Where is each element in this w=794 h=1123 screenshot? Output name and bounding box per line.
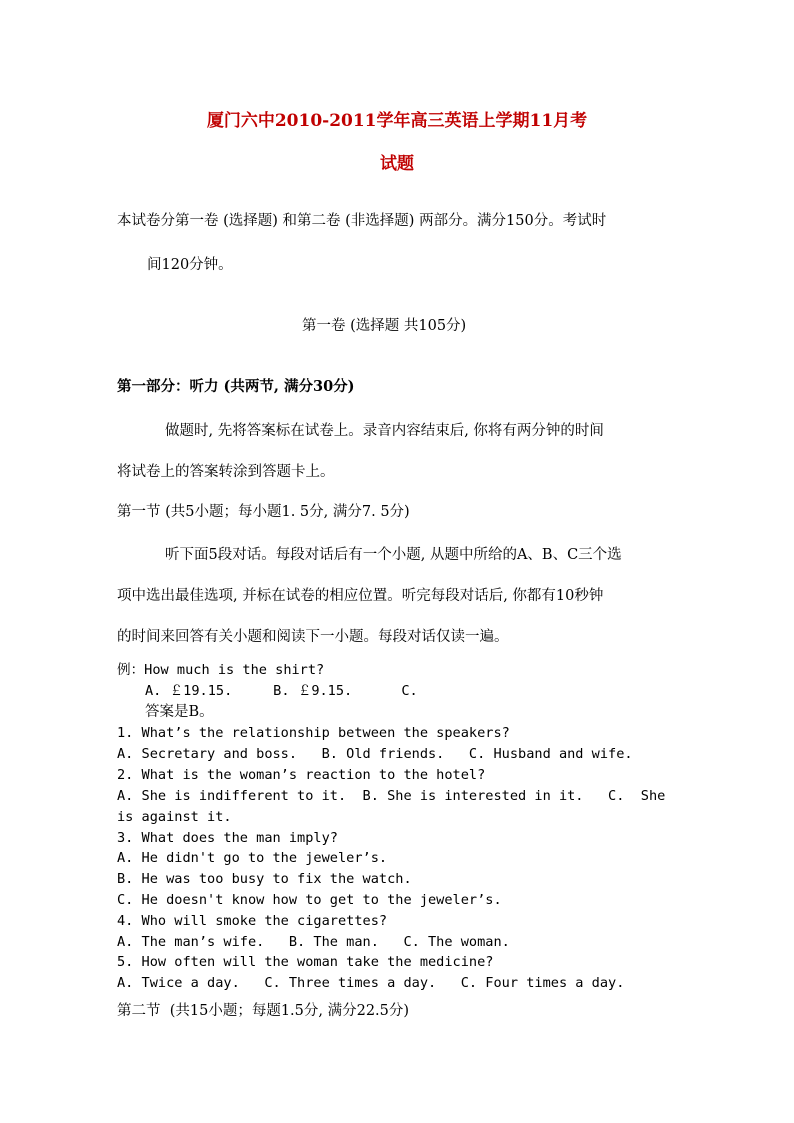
question-3-option-a: A. He didn't go to the jeweler’s. <box>117 850 388 866</box>
question-4-options: A. The man’s wife. B. The man. C. The woman. <box>117 934 510 950</box>
question-1: 1. What’s the relationship between the speakers? <box>117 725 510 741</box>
question-5-options: A. Twice a day. C. Three times a day. C. Four times a day. <box>117 975 625 991</box>
question-5: 5. How often will the woman take the medicine? <box>117 954 494 970</box>
example-answer: 答案是B。 <box>145 704 214 720</box>
volume1-heading: 第一卷 (选择题 共105分) <box>302 318 467 334</box>
section1-heading: 第一节 (共5小题；每小题1. 5分, 满分7. 5分) <box>117 504 410 520</box>
question-3-option-c: C. He doesn't know how to get to the jeweler’s. <box>117 892 502 908</box>
question-2-options-continued: is against it. <box>117 809 232 825</box>
section1-directions: 听下面5段对话。每段对话后有一个小题, 从题中所给的A、B、C三个选 <box>165 547 622 563</box>
question-3: 3. What does the man imply? <box>117 830 338 846</box>
section1-directions-line2: 项中选出最佳选项, 并标在试卷的相应位置。听完每段对话后, 你都有10秒钟 <box>117 588 604 604</box>
question-1-options: A. Secretary and boss. B. Old friends. C. Husband and wife. <box>117 746 633 762</box>
example-question: 例：How much is the shirt? <box>117 662 325 678</box>
intro-text-continued: 间120分钟。 <box>147 257 233 273</box>
section2-heading: 第二节 (共15小题；每题1.5分, 满分22.5分) <box>117 1003 410 1019</box>
example-options: A. ￡19.15. B. ￡9.15. C. <box>145 683 418 699</box>
intro-text: 本试卷分第一卷 (选择题) 和第二卷 (非选择题) 两部分。满分150分。考试时 <box>117 213 607 229</box>
question-4: 4. Who will smoke the cigarettes? <box>117 913 388 929</box>
part1-heading: 第一部分：听力 (共两节, 满分30分) <box>117 378 355 395</box>
question-2: 2. What is the woman’s reaction to the hotel? <box>117 767 486 783</box>
instructions-text-continued: 将试卷上的答案转涂到答题卡上。 <box>117 464 335 480</box>
exam-title: 厦门六中2010-2011学年高三英语上学期11月考 <box>206 111 588 131</box>
section1-directions-line3: 的时间来回答有关小题和阅读下一小题。每段对话仅读一遍。 <box>117 629 509 645</box>
instructions-text: 做题时, 先将答案标在试卷上。录音内容结束后, 你将有两分钟的时间 <box>165 423 604 439</box>
exam-title-continued: 试题 <box>380 154 414 174</box>
question-3-option-b: B. He was too busy to fix the watch. <box>117 871 412 887</box>
question-2-options: A. She is indifferent to it. B. She is interested in it. C. She <box>117 788 666 804</box>
